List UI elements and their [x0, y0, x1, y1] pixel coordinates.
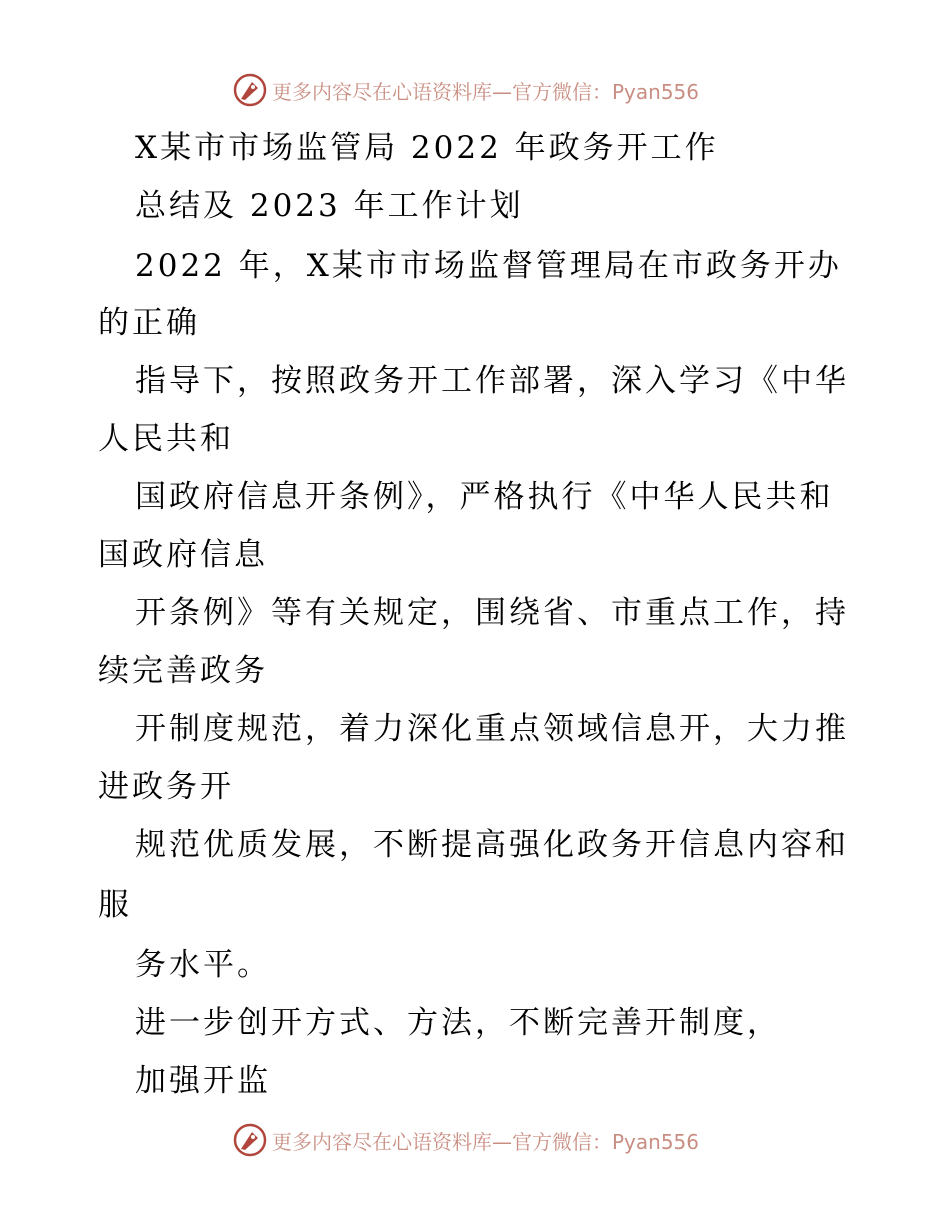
watermark-text: 更多内容尽在心语资料库—官方微信：Pyan556 — [272, 79, 700, 104]
pen-nib-logo-icon — [232, 1122, 268, 1158]
doc-text-line: 务水平。 — [135, 947, 271, 983]
doc-text-line: 开条例》等有关规定，围绕省、市重点工作，持 — [135, 595, 849, 631]
pen-nib-logo-icon — [232, 72, 268, 108]
doc-text-line: 进一步创开方式、方法，不断完善开制度， — [135, 1005, 781, 1041]
doc-title-line-2: 总结及 2023 年工作计划 — [135, 188, 524, 224]
doc-text-line: 规范优质发展，不断提高强化政务开信息内容和 — [135, 827, 849, 863]
doc-text-line: 的正确 — [98, 305, 200, 341]
doc-text-line: 开制度规范，着力深化重点领域信息开，大力推 — [135, 711, 849, 747]
watermark-text: 更多内容尽在心语资料库—官方微信：Pyan556 — [272, 1129, 700, 1154]
doc-text-line: 人民共和 — [98, 421, 234, 457]
header-watermark — [232, 72, 699, 108]
doc-text-line: 加强开监 — [135, 1063, 271, 1099]
footer-watermark — [232, 1122, 699, 1158]
doc-text-line: 进政务开 — [98, 769, 234, 805]
doc-text-line: 续完善政务 — [98, 653, 268, 689]
doc-title-line-1: X某市市场监管局 2022 年政务开工作 — [135, 130, 719, 166]
doc-text-line: 国政府信息 — [98, 537, 268, 573]
doc-text-line: 2022 年，X某市市场监督管理局在市政务开办 — [135, 248, 842, 284]
doc-text-line: 服 — [98, 887, 132, 923]
doc-text-line: 指导下，按照政务开工作部署，深入学习《中华 — [135, 363, 849, 399]
doc-text-line: 国政府信息开条例》，严格执行《中华人民共和 — [135, 479, 834, 515]
